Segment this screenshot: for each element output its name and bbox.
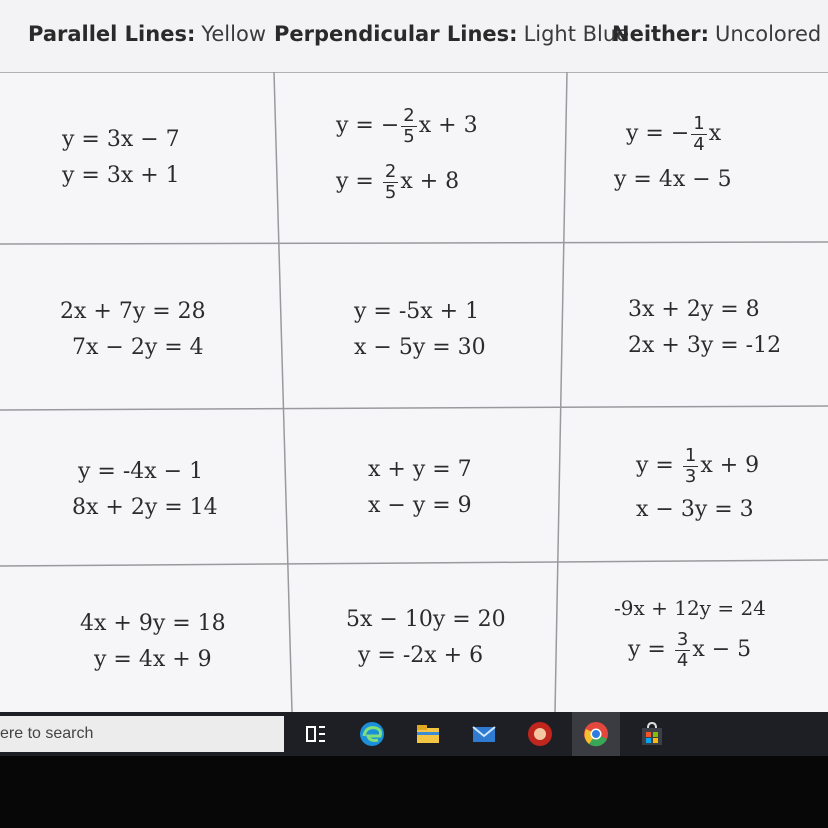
- taskbar: [0, 712, 828, 756]
- perpendicular-value: Light Blue: [523, 22, 630, 46]
- equation: [614, 626, 766, 674]
- equation: -9x + 12y = 24: [614, 596, 766, 620]
- equation: [614, 106, 732, 162]
- equation: y = 4x − 5: [614, 167, 732, 192]
- file-explorer-icon[interactable]: [414, 720, 442, 748]
- eq-part: x + 3: [418, 113, 478, 138]
- neither-value: Uncolored: [715, 22, 822, 46]
- equation: x + y = 7: [368, 457, 472, 482]
- fraction: [675, 630, 690, 671]
- eq-part: x − 5: [692, 637, 752, 662]
- store-icon[interactable]: [638, 720, 666, 748]
- cell-r2c2: [354, 294, 486, 366]
- fraction: [401, 106, 416, 147]
- cell-r1c2: [336, 98, 478, 210]
- edge-icon[interactable]: [358, 720, 386, 748]
- cell-r4c1: [80, 606, 226, 678]
- eq-part: y =: [336, 169, 374, 194]
- cell-r3c2: [368, 452, 472, 524]
- fraction: [383, 162, 398, 203]
- eq-part: x + 8: [400, 169, 460, 194]
- eq-part: y =: [636, 453, 674, 478]
- equation: y = -4x − 1: [78, 459, 204, 484]
- denominator: 4: [676, 649, 689, 671]
- equation: 7x − 2y = 4: [72, 335, 204, 360]
- legend-perpendicular: [274, 22, 629, 46]
- numerator: 3: [676, 628, 689, 650]
- equation: 2x + 7y = 28: [60, 299, 206, 324]
- denominator: 5: [384, 181, 397, 203]
- numerator: 2: [384, 160, 397, 182]
- cell-r1c1: [62, 122, 180, 194]
- mail-icon[interactable]: [470, 720, 498, 748]
- equation: 4x + 9y = 18: [80, 611, 226, 636]
- chrome-icon[interactable]: [582, 720, 610, 748]
- fraction: [691, 114, 706, 155]
- eq-part: x + 9: [700, 453, 760, 478]
- neither-label: Neither:: [612, 22, 710, 46]
- equation: x − 3y = 3: [636, 497, 754, 522]
- game-icon[interactable]: [526, 720, 554, 748]
- parallel-label: Parallel Lines:: [28, 22, 196, 46]
- equation: [636, 440, 759, 492]
- equation: [336, 98, 478, 154]
- equation: 8x + 2y = 14: [72, 495, 218, 520]
- perpendicular-label: Perpendicular Lines:: [274, 22, 518, 46]
- cell-r4c2: [346, 602, 506, 674]
- eq-part: y = −: [336, 113, 400, 138]
- legend-neither: [612, 22, 821, 46]
- taskbar-search-box[interactable]: [0, 716, 284, 752]
- legend-parallel: [28, 22, 266, 46]
- equation: 5x − 10y = 20: [346, 607, 506, 632]
- task-view-icon[interactable]: [302, 720, 330, 748]
- eq-part: x: [708, 121, 722, 146]
- cell-r1c3: [614, 106, 732, 198]
- equation: y = 3x − 7: [62, 127, 180, 152]
- monitor-bezel: [0, 756, 828, 828]
- equation: x − y = 9: [368, 493, 472, 518]
- equation: y = 3x + 1: [62, 163, 180, 188]
- parallel-value: Yellow: [201, 22, 266, 46]
- denominator: 3: [684, 465, 697, 487]
- numerator: 1: [684, 444, 697, 466]
- cell-r3c1: [72, 454, 218, 526]
- denominator: 4: [693, 133, 705, 155]
- equation: x − 5y = 30: [354, 335, 486, 360]
- equation: 2x + 3y = -12: [628, 333, 782, 358]
- equation: 3x + 2y = 8: [628, 297, 760, 322]
- search-placeholder: ere to search: [0, 725, 94, 742]
- fraction: [683, 446, 698, 487]
- equation: y = -5x + 1: [354, 299, 480, 324]
- numerator: 2: [403, 104, 415, 126]
- equation: [336, 154, 478, 210]
- denominator: 5: [403, 125, 415, 147]
- numerator: 1: [693, 112, 705, 134]
- cell-r4c3: [614, 590, 766, 674]
- legend-header: [0, 0, 828, 72]
- equation: y = -2x + 6: [358, 643, 484, 668]
- cell-r2c1: [60, 294, 206, 366]
- cell-r3c3: [636, 440, 759, 528]
- equation-grid: [0, 72, 828, 712]
- eq-part: y = −: [626, 121, 690, 146]
- eq-part: y =: [628, 637, 666, 662]
- cell-r2c3: [628, 292, 781, 364]
- equation: y = 4x + 9: [94, 647, 212, 672]
